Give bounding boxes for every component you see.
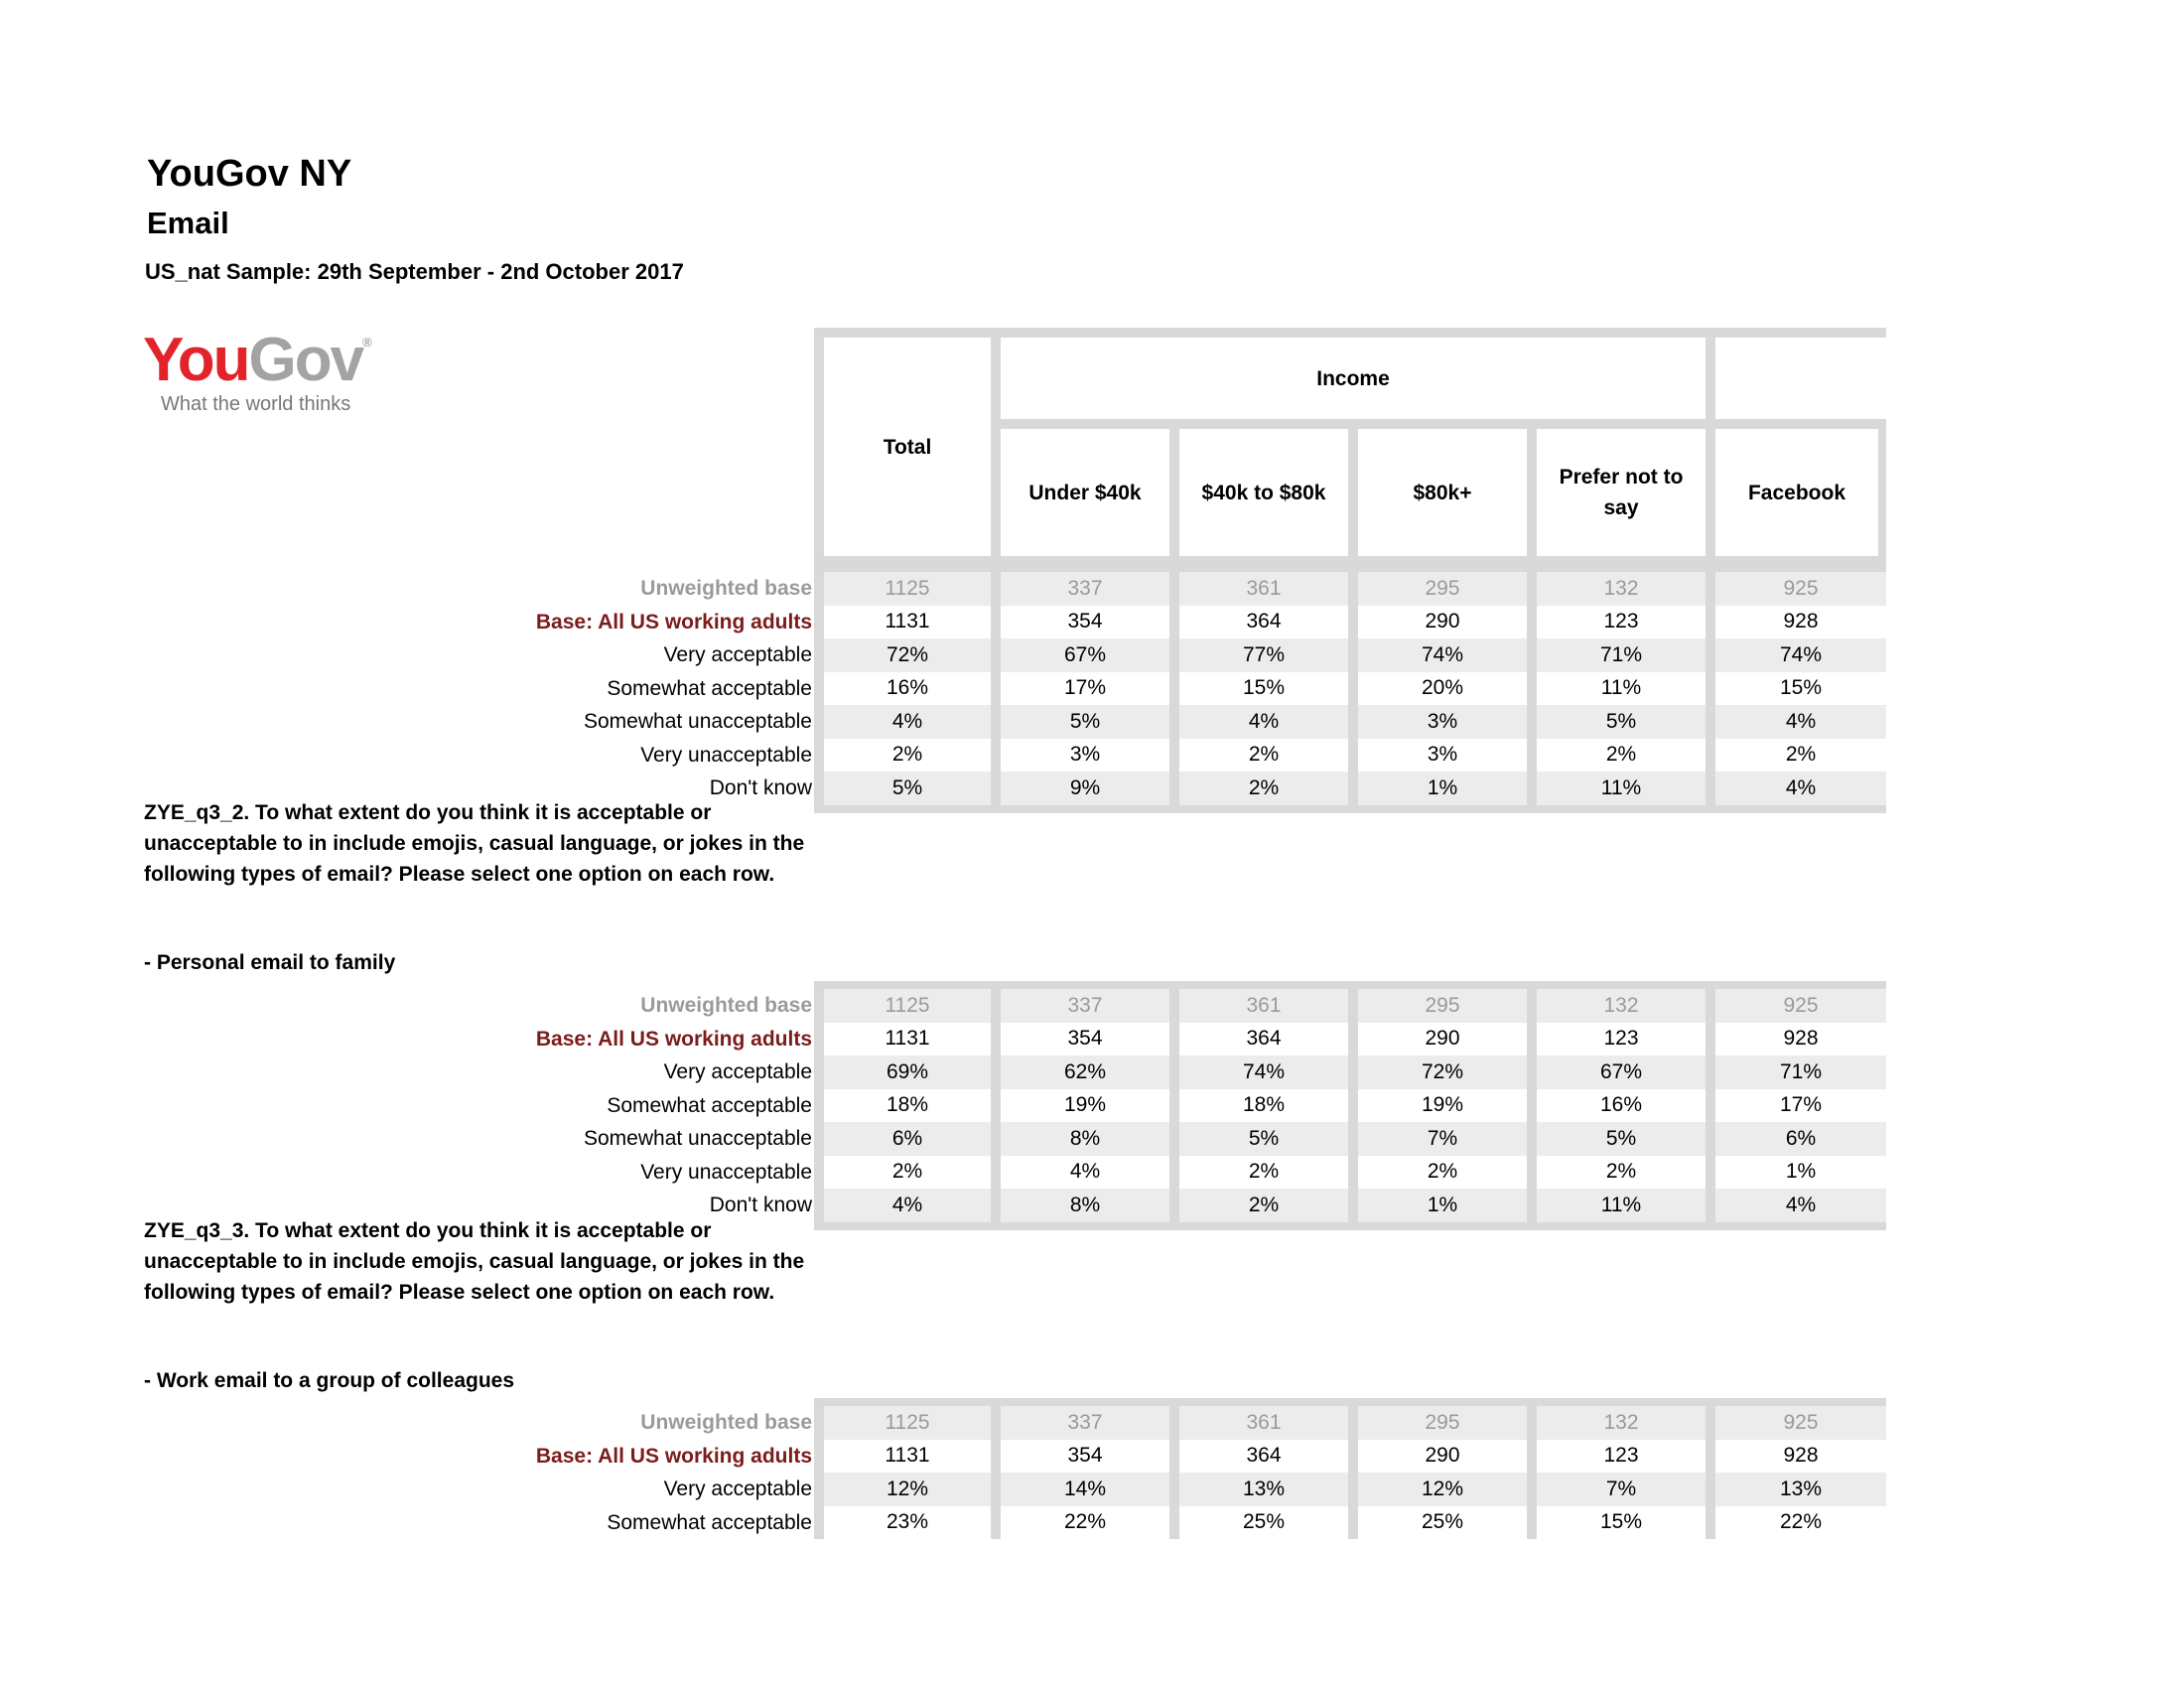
- cell-col-4: 11%: [1600, 1193, 1642, 1216]
- table-bottom-rule: [814, 805, 1886, 813]
- cell-col-2: 2%: [1248, 775, 1280, 799]
- cell-total: 18%: [886, 1093, 929, 1117]
- cell-col-5: 928: [1783, 1444, 1819, 1468]
- cell-total: 2%: [891, 743, 923, 767]
- cell-total: 1131: [885, 610, 930, 633]
- cell-col-5: 4%: [1785, 709, 1817, 733]
- cell-col-4: 123: [1603, 610, 1639, 633]
- cell-col-4: 11%: [1600, 676, 1642, 700]
- row-label-somewhat-unacceptable: Somewhat unacceptable: [584, 1127, 812, 1150]
- row-label-very-acceptable: Very acceptable: [663, 643, 812, 666]
- cell-total: 69%: [886, 1059, 929, 1083]
- cell-col-4: 67%: [1599, 1059, 1643, 1083]
- cell-col-5: 4%: [1785, 775, 1817, 799]
- sample-description: US_nat Sample: 29th September - 2nd October 2017: [145, 259, 684, 284]
- cell-col-3: 19%: [1421, 1093, 1464, 1117]
- cell-col-1: 354: [1067, 1444, 1103, 1468]
- cell-total: 4%: [891, 1193, 923, 1216]
- cell-col-5: 925: [1783, 993, 1819, 1017]
- cell-total: 72%: [886, 642, 929, 666]
- cell-col-3: 295: [1425, 993, 1460, 1017]
- cell-col-3: 72%: [1421, 1059, 1464, 1083]
- cell-col-4: 7%: [1605, 1477, 1637, 1500]
- cell-total: 23%: [886, 1510, 929, 1534]
- column-separator: [814, 981, 824, 1230]
- cell-col-3: 74%: [1421, 642, 1464, 666]
- row-label-base: Base: All US working adults: [535, 1027, 812, 1051]
- question-q3-2: ZYE_q3_2. To what extent do you think it is acceptable or unacceptable to in include emojis, casual language, or jokes in the following types of email? Please select one option on each row.: [144, 801, 805, 886]
- cell-col-3: 2%: [1427, 1160, 1458, 1184]
- column-separator: [991, 1398, 1001, 1539]
- cell-col-5: 4%: [1785, 1193, 1817, 1216]
- table-bottom-rule: [814, 1222, 1886, 1230]
- column-separator: [1348, 981, 1358, 1230]
- cell-col-4: 132: [1603, 993, 1639, 1017]
- column-separator: [991, 981, 1001, 1230]
- table-header: [814, 328, 1886, 566]
- cell-col-1: 337: [1067, 576, 1103, 600]
- row-label-very-acceptable: Very acceptable: [663, 1477, 812, 1500]
- cell-col-5: 925: [1783, 576, 1819, 600]
- cell-col-3: 295: [1425, 1410, 1460, 1434]
- cell-col-3: 20%: [1421, 676, 1464, 700]
- cell-total: 12%: [886, 1477, 929, 1500]
- cell-col-2: 364: [1246, 610, 1282, 633]
- cell-total: 1125: [885, 1410, 930, 1434]
- cell-col-5: 15%: [1779, 676, 1823, 700]
- cell-col-4: 5%: [1605, 709, 1637, 733]
- column-separator: [1527, 981, 1537, 1230]
- row-label-unweighted: Unweighted base: [640, 577, 812, 600]
- column-separator: [814, 1398, 824, 1539]
- cell-col-4: 16%: [1599, 1093, 1643, 1117]
- cell-col-2: 13%: [1242, 1477, 1286, 1500]
- cell-col-5: 22%: [1779, 1510, 1823, 1534]
- question-q3-2-subtitle: - Personal email to family: [144, 951, 396, 974]
- cell-col-1: 5%: [1069, 709, 1101, 733]
- column-separator: [1706, 1398, 1715, 1539]
- question-q3-3-subtitle: - Work email to a group of colleagues: [144, 1369, 515, 1392]
- cell-total: 1125: [885, 993, 930, 1017]
- cell-total: 4%: [891, 709, 923, 733]
- cell-col-2: 77%: [1242, 642, 1286, 666]
- cell-col-1: 19%: [1063, 1093, 1107, 1117]
- cell-col-4: 2%: [1605, 743, 1637, 767]
- cell-col-4: 5%: [1605, 1126, 1637, 1150]
- cell-col-2: 361: [1246, 576, 1282, 600]
- cell-col-1: 22%: [1063, 1510, 1107, 1534]
- cell-col-5: 2%: [1785, 743, 1817, 767]
- row-label-unweighted: Unweighted base: [640, 994, 812, 1017]
- cell-col-1: 337: [1067, 993, 1103, 1017]
- header-income-group: Income: [1001, 338, 1706, 419]
- row-label-somewhat-unacceptable: Somewhat unacceptable: [584, 710, 812, 733]
- cell-col-5: 925: [1783, 1410, 1819, 1434]
- cell-col-5: 928: [1783, 1027, 1819, 1051]
- cell-col-5: 6%: [1785, 1126, 1817, 1150]
- header-col-4: Prefer not to say: [1537, 429, 1706, 556]
- results-table-q3-3: [814, 1398, 1886, 1539]
- row-label-very-unacceptable: Very unacceptable: [640, 743, 812, 767]
- row-label-somewhat-acceptable: Somewhat acceptable: [607, 676, 812, 700]
- header-total: Total: [824, 338, 991, 556]
- cell-col-3: 1%: [1427, 775, 1458, 799]
- row-label-very-unacceptable: Very unacceptable: [640, 1160, 812, 1184]
- cell-col-5: 1%: [1785, 1160, 1817, 1184]
- cell-col-2: 364: [1246, 1444, 1282, 1468]
- cell-col-3: 7%: [1427, 1126, 1458, 1150]
- logo-gov: Gov: [248, 326, 363, 394]
- column-separator: [1527, 1398, 1537, 1539]
- column-separator: [1348, 1398, 1358, 1539]
- cell-col-5: 928: [1783, 610, 1819, 633]
- cell-col-4: 123: [1603, 1444, 1639, 1468]
- cell-col-4: 11%: [1600, 775, 1642, 799]
- column-separator: [1169, 564, 1179, 813]
- cell-col-5: 74%: [1779, 642, 1823, 666]
- header-col-3: $80k+: [1358, 429, 1527, 556]
- cell-col-2: 25%: [1242, 1510, 1286, 1534]
- cell-total: 1131: [885, 1444, 930, 1468]
- row-label-dont-know: Don't know: [709, 776, 812, 799]
- cell-col-1: 8%: [1069, 1193, 1101, 1216]
- column-separator: [1348, 564, 1358, 813]
- row-label-base: Base: All US working adults: [535, 1444, 812, 1468]
- yougov-logo: [143, 326, 381, 429]
- results-table-q1: [814, 564, 1886, 813]
- results-table-q3-2: [814, 981, 1886, 1230]
- cell-col-4: 132: [1603, 576, 1639, 600]
- cell-total: 1125: [885, 576, 930, 600]
- cell-col-2: 2%: [1248, 1160, 1280, 1184]
- cell-col-1: 3%: [1069, 743, 1101, 767]
- cell-col-3: 295: [1425, 576, 1460, 600]
- row-label-very-acceptable: Very acceptable: [663, 1060, 812, 1083]
- row-label-unweighted: Unweighted base: [640, 1411, 812, 1434]
- column-separator: [1706, 981, 1715, 1230]
- cell-total: 2%: [891, 1160, 923, 1184]
- cell-col-1: 337: [1067, 1410, 1103, 1434]
- logo-registered: ®: [362, 335, 370, 350]
- column-separator: [1169, 1398, 1179, 1539]
- cell-col-4: 2%: [1605, 1160, 1637, 1184]
- cell-col-1: 14%: [1063, 1477, 1107, 1500]
- row-label-somewhat-acceptable: Somewhat acceptable: [607, 1510, 812, 1534]
- cell-col-3: 290: [1425, 1444, 1460, 1468]
- cell-col-1: 354: [1067, 610, 1103, 633]
- cell-col-2: 15%: [1242, 676, 1286, 700]
- cell-col-3: 25%: [1421, 1510, 1464, 1534]
- cell-col-2: 2%: [1248, 743, 1280, 767]
- column-separator: [814, 564, 824, 813]
- cell-col-1: 4%: [1069, 1160, 1101, 1184]
- cell-col-5: 13%: [1779, 1477, 1823, 1500]
- row-label-dont-know: Don't know: [709, 1194, 812, 1216]
- cell-col-2: 74%: [1242, 1059, 1286, 1083]
- cell-total: 16%: [886, 676, 929, 700]
- cell-col-2: 2%: [1248, 1193, 1280, 1216]
- row-label-somewhat-acceptable: Somewhat acceptable: [607, 1093, 812, 1117]
- cell-col-3: 290: [1425, 610, 1460, 633]
- cell-col-4: 123: [1603, 1027, 1639, 1051]
- cell-col-1: 62%: [1063, 1059, 1107, 1083]
- cell-col-4: 71%: [1599, 642, 1643, 666]
- cell-col-5: 17%: [1779, 1093, 1823, 1117]
- cell-col-2: 18%: [1242, 1093, 1286, 1117]
- cell-col-3: 290: [1425, 1027, 1460, 1051]
- cell-col-5: 71%: [1779, 1059, 1823, 1083]
- header-col-5: Facebook: [1715, 429, 1878, 556]
- cell-col-2: 364: [1246, 1027, 1282, 1051]
- cell-col-1: 17%: [1063, 676, 1107, 700]
- cell-col-1: 8%: [1069, 1126, 1101, 1150]
- cell-col-3: 3%: [1427, 743, 1458, 767]
- cell-total: 1131: [885, 1027, 930, 1051]
- column-separator: [1706, 564, 1715, 813]
- report-title: YouGov NY: [147, 153, 352, 195]
- cell-col-3: 1%: [1427, 1193, 1458, 1216]
- cell-col-4: 15%: [1599, 1510, 1643, 1534]
- header-col-2: $40k to $80k: [1179, 429, 1348, 556]
- cell-total: 6%: [891, 1126, 923, 1150]
- question-q3-3: ZYE_q3_3. To what extent do you think it is acceptable or unacceptable to in include emojis, casual language, or jokes in the following types of email? Please select one option on each row.: [144, 1219, 805, 1304]
- header-blank-group: [1715, 338, 1886, 419]
- logo-tagline: What the world thinks: [161, 393, 351, 415]
- cell-total: 5%: [891, 775, 923, 799]
- column-separator: [991, 564, 1001, 813]
- cell-col-2: 361: [1246, 1410, 1282, 1434]
- cell-col-3: 12%: [1421, 1477, 1464, 1500]
- row-label-base: Base: All US working adults: [535, 610, 812, 633]
- cell-col-1: 354: [1067, 1027, 1103, 1051]
- report-subtitle: Email: [147, 206, 229, 240]
- logo-you: You: [143, 326, 249, 394]
- cell-col-1: 67%: [1063, 642, 1107, 666]
- cell-col-2: 5%: [1248, 1126, 1280, 1150]
- header-col-1: Under $40k: [1001, 429, 1169, 556]
- column-separator: [1527, 564, 1537, 813]
- cell-col-2: 361: [1246, 993, 1282, 1017]
- cell-col-2: 4%: [1248, 709, 1280, 733]
- column-separator: [1169, 981, 1179, 1230]
- cell-col-4: 132: [1603, 1410, 1639, 1434]
- cell-col-1: 9%: [1069, 775, 1101, 799]
- cell-col-3: 3%: [1427, 709, 1458, 733]
